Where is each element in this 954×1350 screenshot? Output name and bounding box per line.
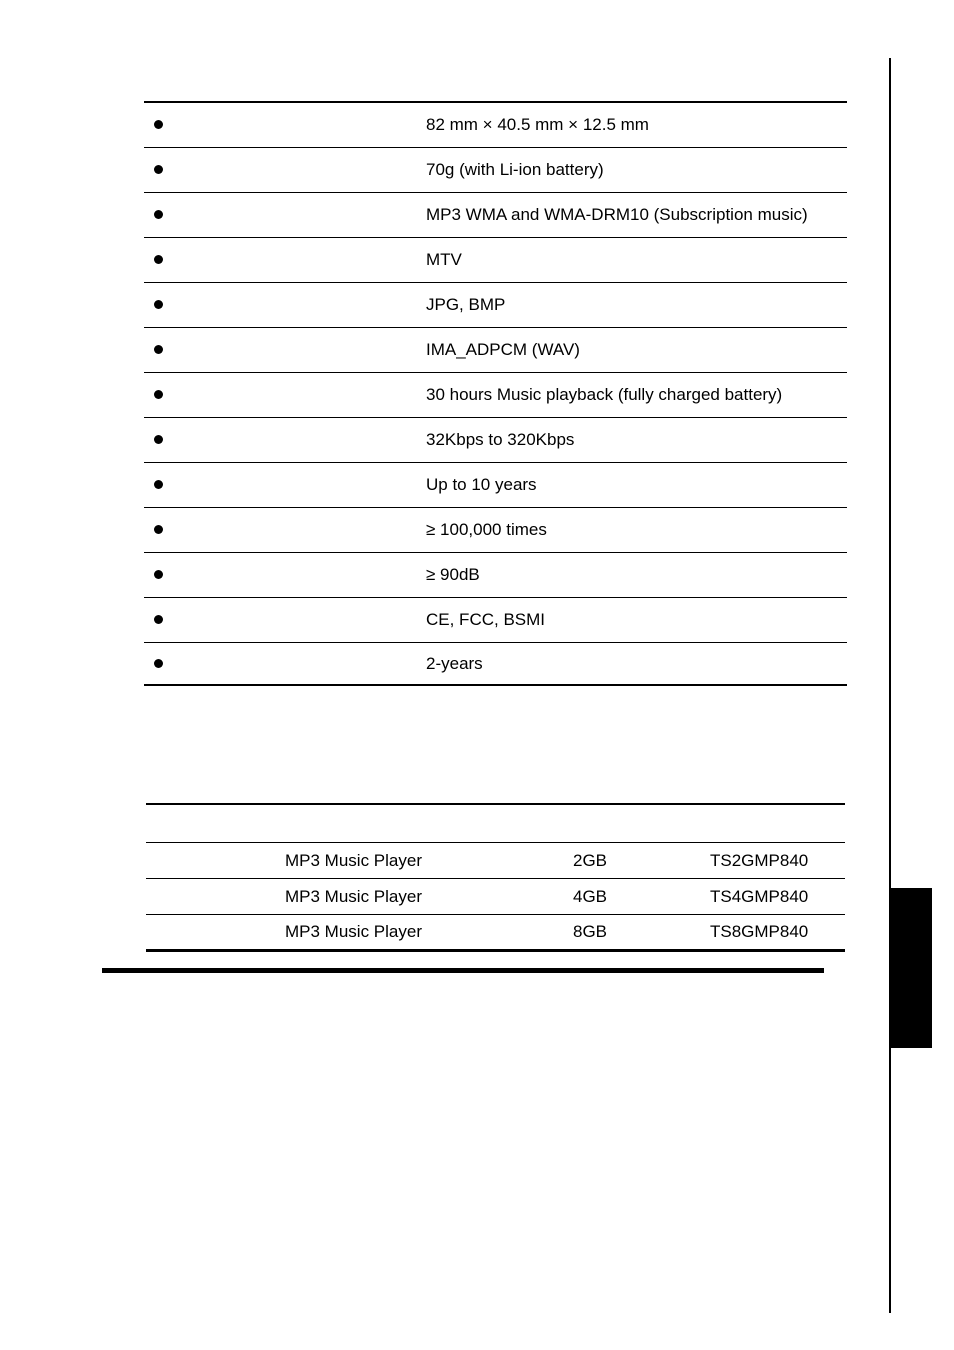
bullet-icon: [154, 165, 163, 174]
bullet-icon: [154, 435, 163, 444]
bullet-icon: [154, 390, 163, 399]
bullet-icon: [154, 345, 163, 354]
spec-value: Up to 10 years: [426, 475, 537, 494]
spec-value: ≥ 100,000 times: [426, 520, 547, 539]
spec-row: [144, 643, 847, 684]
spec-row: [144, 103, 847, 148]
bullet-icon: [154, 659, 163, 668]
section-divider: [102, 968, 824, 973]
part-number: TS2GMP840: [710, 850, 809, 870]
spec-row: [144, 553, 847, 598]
spec-row: [144, 598, 847, 643]
bullet-icon: [154, 570, 163, 579]
bullet-icon: [154, 480, 163, 489]
spec-row: [144, 193, 847, 238]
spec-value: MTV: [426, 250, 462, 269]
ordering-table: [146, 803, 845, 952]
ordering-table-header: [146, 805, 845, 843]
specifications-table: [144, 101, 847, 686]
spec-row: [144, 148, 847, 193]
side-margin-rule: [889, 58, 891, 1313]
spec-value: ≥ 90dB: [426, 565, 480, 584]
bullet-icon: [154, 210, 163, 219]
product-capacity: 4GB: [573, 886, 608, 906]
spec-row: [144, 463, 847, 508]
spec-row: [144, 238, 847, 283]
spec-value: JPG, BMP: [426, 295, 506, 314]
bullet-icon: [154, 255, 163, 264]
spec-value: CE, FCC, BSMI: [426, 610, 546, 629]
bullet-icon: [154, 525, 163, 534]
product-capacity: 2GB: [573, 850, 608, 870]
product-description: MP3 Music Player: [285, 886, 422, 906]
spec-value: 70g (with Li-ion battery): [426, 160, 604, 179]
spec-value: 32Kbps to 320Kbps: [426, 430, 575, 449]
spec-row: [144, 508, 847, 553]
product-description: MP3 Music Player: [285, 850, 422, 870]
bullet-icon: [154, 615, 163, 624]
product-capacity: 8GB: [573, 922, 608, 941]
spec-value: 30 hours Music playback (fully charged battery): [426, 385, 783, 404]
table-row: [146, 915, 845, 952]
side-section-tab: [891, 888, 932, 1048]
spec-value: MP3 WMA and WMA-DRM10 (Subscription music): [426, 205, 808, 224]
part-number: TS8GMP840: [710, 922, 809, 941]
bullet-icon: [154, 120, 163, 129]
part-number: TS4GMP840: [710, 886, 809, 906]
spec-row: [144, 283, 847, 328]
spec-row: [144, 373, 847, 418]
spec-value: 2-years: [426, 653, 483, 673]
table-row: [146, 843, 845, 879]
spec-value: 82 mm × 40.5 mm × 12.5 mm: [426, 115, 649, 134]
spec-row: [144, 328, 847, 373]
bullet-icon: [154, 300, 163, 309]
product-description: MP3 Music Player: [285, 922, 422, 941]
spec-row: [144, 418, 847, 463]
spec-value: IMA_ADPCM (WAV): [426, 340, 580, 359]
table-row: [146, 879, 845, 915]
